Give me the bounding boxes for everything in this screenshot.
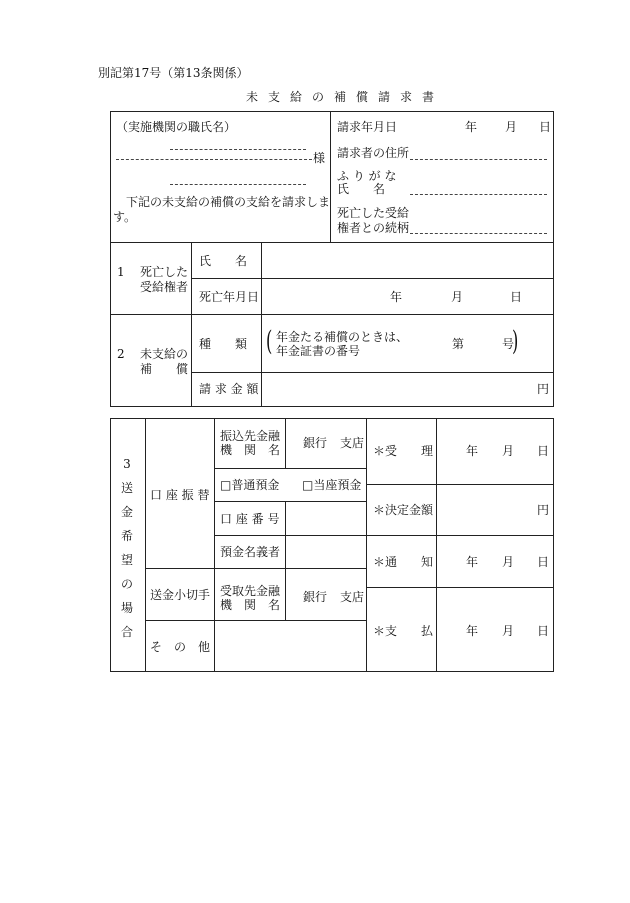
furigana-label: ふ り が な (337, 169, 397, 183)
paren-close: ) (512, 326, 519, 357)
paid-label: ＊支 払 (373, 624, 434, 638)
death-year: 年 (390, 290, 403, 304)
claim-amount-field[interactable] (262, 373, 532, 405)
form-title: 未支給の補償請求書 (246, 90, 445, 104)
pension-dai: 第 (452, 337, 465, 351)
section1-label-2: 受給権者 (140, 280, 189, 294)
decided-amount-yen: 円 (537, 503, 550, 517)
relation-label-2: 権者との続柄 (337, 221, 410, 235)
address-field[interactable] (410, 159, 547, 160)
claim-amount-label: 請 求 金 額 (199, 382, 259, 396)
agency-line-1[interactable] (170, 149, 306, 150)
received-label: ＊受 理 (373, 444, 434, 458)
deceased-name-label: 氏 名 (199, 254, 248, 268)
received-month: 月 (502, 444, 515, 458)
request-day: 日 (539, 120, 552, 134)
section1-number: 1 (117, 265, 125, 279)
pension-go: 号 (502, 337, 515, 351)
paid-month: 月 (502, 624, 515, 638)
check-label: 送金小切手 (150, 588, 211, 602)
claimant-name-field[interactable] (410, 194, 547, 195)
section3-vertical-label: 3 送 金 希 望 の 場 合 (120, 457, 133, 639)
notified-label: ＊通 知 (373, 555, 434, 569)
request-text-2: す。 (113, 210, 137, 224)
request-month: 月 (505, 120, 518, 134)
agency-label: （実施機関の職氏名） (116, 120, 237, 134)
bank-label-2: 機 関 名 (220, 443, 281, 457)
relation-field[interactable] (410, 233, 547, 234)
current-deposit-checkbox[interactable]: □当座預金 (302, 478, 362, 492)
claim-amount-yen: 円 (537, 382, 550, 396)
request-year: 年 (465, 120, 478, 134)
benefit-type-label: 種 類 (199, 337, 248, 351)
transfer-label: 口 座 振 替 (150, 488, 210, 502)
bank-suffix: 銀行 (303, 436, 328, 450)
account-number-field[interactable] (286, 502, 365, 534)
ordinary-deposit-checkbox[interactable]: □普通預金 (220, 478, 280, 492)
agency-line-3[interactable] (170, 184, 306, 185)
agency-line-2[interactable] (116, 159, 312, 160)
paid-year: 年 (466, 624, 479, 638)
form-number: 別記第17号（第13条関係） (98, 66, 249, 80)
honorific: 様 (313, 151, 326, 165)
account-holder-field[interactable] (286, 536, 365, 567)
deceased-name-field[interactable] (262, 243, 552, 278)
pension-note-2: 年金証書の番号 (276, 344, 361, 358)
bank-label-1: 振込先金融 (220, 429, 281, 443)
other-field[interactable] (215, 621, 365, 670)
address-label: 請求者の住所 (337, 146, 410, 160)
recv-bank-label-2: 機 関 名 (220, 598, 281, 612)
request-date-label: 請求年月日 (337, 120, 398, 134)
recv-branch-suffix: 支店 (340, 590, 365, 604)
notified-year: 年 (466, 555, 479, 569)
received-year: 年 (466, 444, 479, 458)
notified-month: 月 (502, 555, 515, 569)
section2-number: 2 (117, 347, 125, 361)
death-month: 月 (451, 290, 464, 304)
account-number-label: 口 座 番 号 (220, 512, 280, 526)
section2-label-2: 補 償 (140, 362, 189, 376)
death-day: 日 (510, 290, 523, 304)
recv-bank-label-1: 受取先金融 (220, 584, 281, 598)
section1-label-1: 死亡した (140, 265, 189, 279)
notified-day: 日 (537, 555, 550, 569)
pension-note-1: 年金たる補償のときは、 (276, 330, 409, 344)
received-day: 日 (537, 444, 550, 458)
paid-day: 日 (537, 624, 550, 638)
death-date-label: 死亡年月日 (199, 290, 260, 304)
request-text-1: 下記の未支給の補償の支給を請求しま (126, 195, 331, 209)
branch-suffix: 支店 (340, 436, 365, 450)
other-label: そ の 他 (150, 640, 211, 654)
account-holder-label: 預金名義者 (220, 545, 281, 559)
relation-label-1: 死亡した受給 (337, 206, 410, 220)
paren-open: ( (266, 326, 273, 357)
recv-bank-suffix: 銀行 (303, 590, 328, 604)
section2-label-1: 未支給の (140, 347, 189, 361)
decided-amount-label: ＊決定金額 (373, 503, 434, 517)
claimant-name-label: 氏 名 (337, 182, 386, 196)
